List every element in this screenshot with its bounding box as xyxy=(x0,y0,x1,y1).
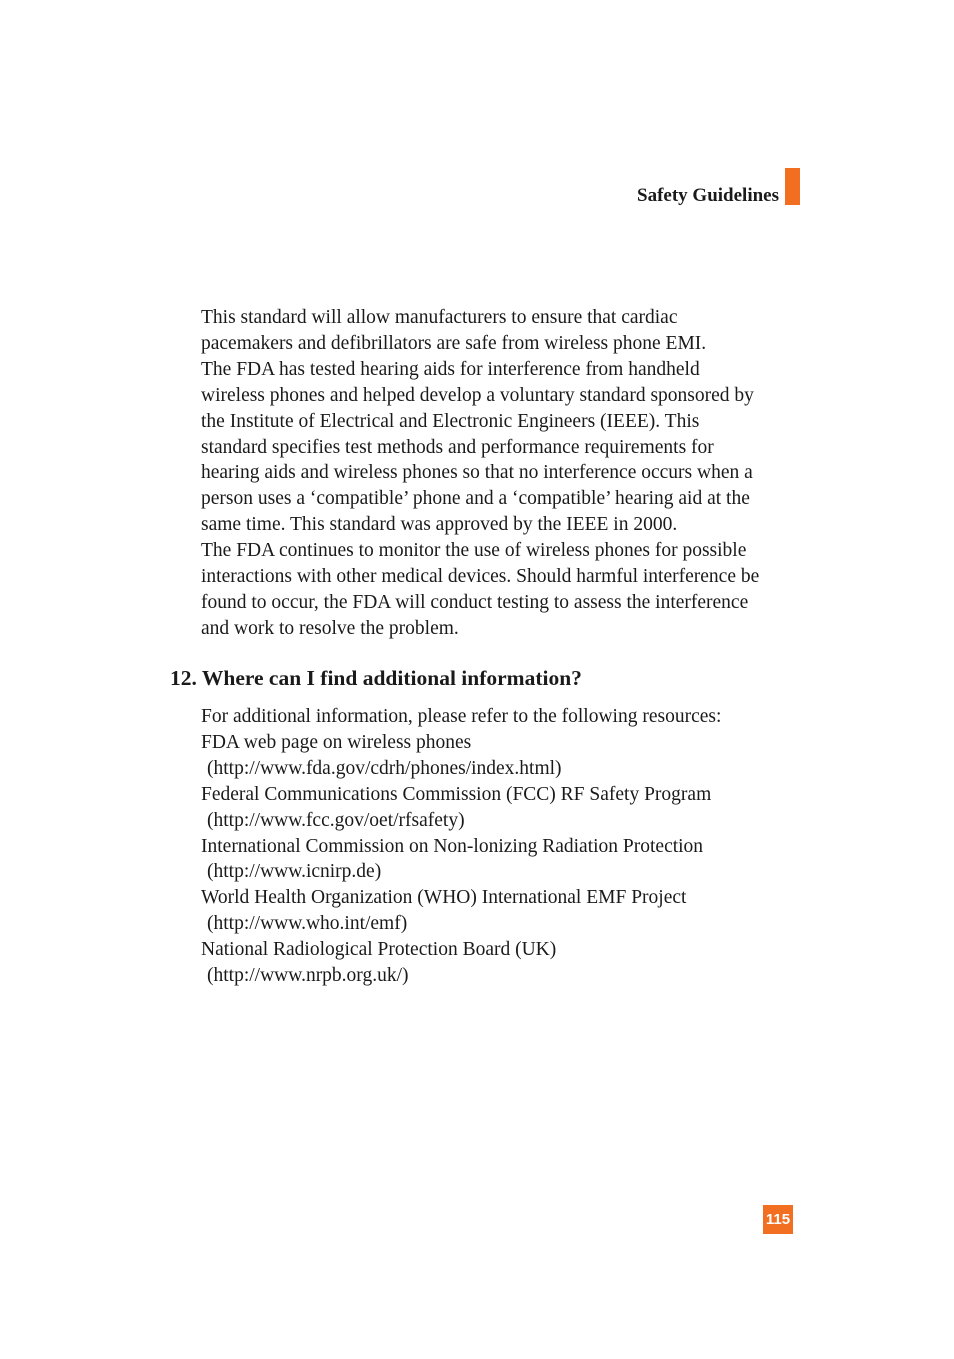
text-line: The FDA continues to monitor the use of wireless phones for possible xyxy=(201,540,747,562)
resource-url: (http://www.icnirp.de) xyxy=(207,861,382,883)
header-title: Safety Guidelines xyxy=(637,185,779,206)
resource-list xyxy=(201,704,801,989)
text-line: same time. This standard was approved by the IEEE in 2000. xyxy=(201,514,678,536)
resource-name: National Radiological Protection Board (UK) xyxy=(201,939,557,961)
text-line: The FDA has tested hearing aids for interference from handheld xyxy=(201,358,700,380)
resource-name: International Commission on Non-lonizing Radiation Protection xyxy=(201,835,704,857)
resource-name: Federal Communications Commission (FCC) RF Safety Program xyxy=(201,783,712,805)
resource-url: (http://www.who.int/emf) xyxy=(207,913,408,935)
intro-text xyxy=(201,305,801,642)
text-line: and work to resolve the problem. xyxy=(201,617,459,639)
text-line: This standard will allow manufacturers to ensure that cardiac xyxy=(201,307,678,328)
header-accent-bar xyxy=(785,168,800,205)
resource-url: (http://www.fcc.gov/oet/rfsafety) xyxy=(207,809,465,831)
text-line: pacemakers and defibrillators are safe from wireless phone EMI. xyxy=(201,332,707,354)
page-number: 115 xyxy=(763,1205,793,1234)
text-line: wireless phones and helped develop a voluntary standard sponsored by xyxy=(201,384,754,406)
text-line: interactions with other medical devices. Should harmful interference be xyxy=(201,566,760,588)
resources-intro: For additional information, please refer to the following resources: xyxy=(201,706,722,727)
text-line: standard specifies test methods and performance requirements for xyxy=(201,436,714,458)
text-line: person uses a ‘compatible’ phone and a ‘compatible’ hearing aid at the xyxy=(201,488,750,510)
resource-name: World Health Organization (WHO) International EMF Project xyxy=(201,887,687,909)
resource-name: FDA web page on wireless phones xyxy=(201,731,472,753)
text-line: found to occur, the FDA will conduct testing to assess the interference xyxy=(201,591,749,613)
section-heading: 12. Where can I find additional information? xyxy=(170,666,582,690)
text-line: hearing aids and wireless phones so that no interference occurs when a xyxy=(201,462,753,484)
resource-url: (http://www.nrpb.org.uk/) xyxy=(207,965,409,987)
text-line: the Institute of Electrical and Electronic Engineers (IEEE). This xyxy=(201,410,700,432)
resource-url: (http://www.fda.gov/cdrh/phones/index.html) xyxy=(207,757,562,779)
page-header xyxy=(637,168,800,205)
